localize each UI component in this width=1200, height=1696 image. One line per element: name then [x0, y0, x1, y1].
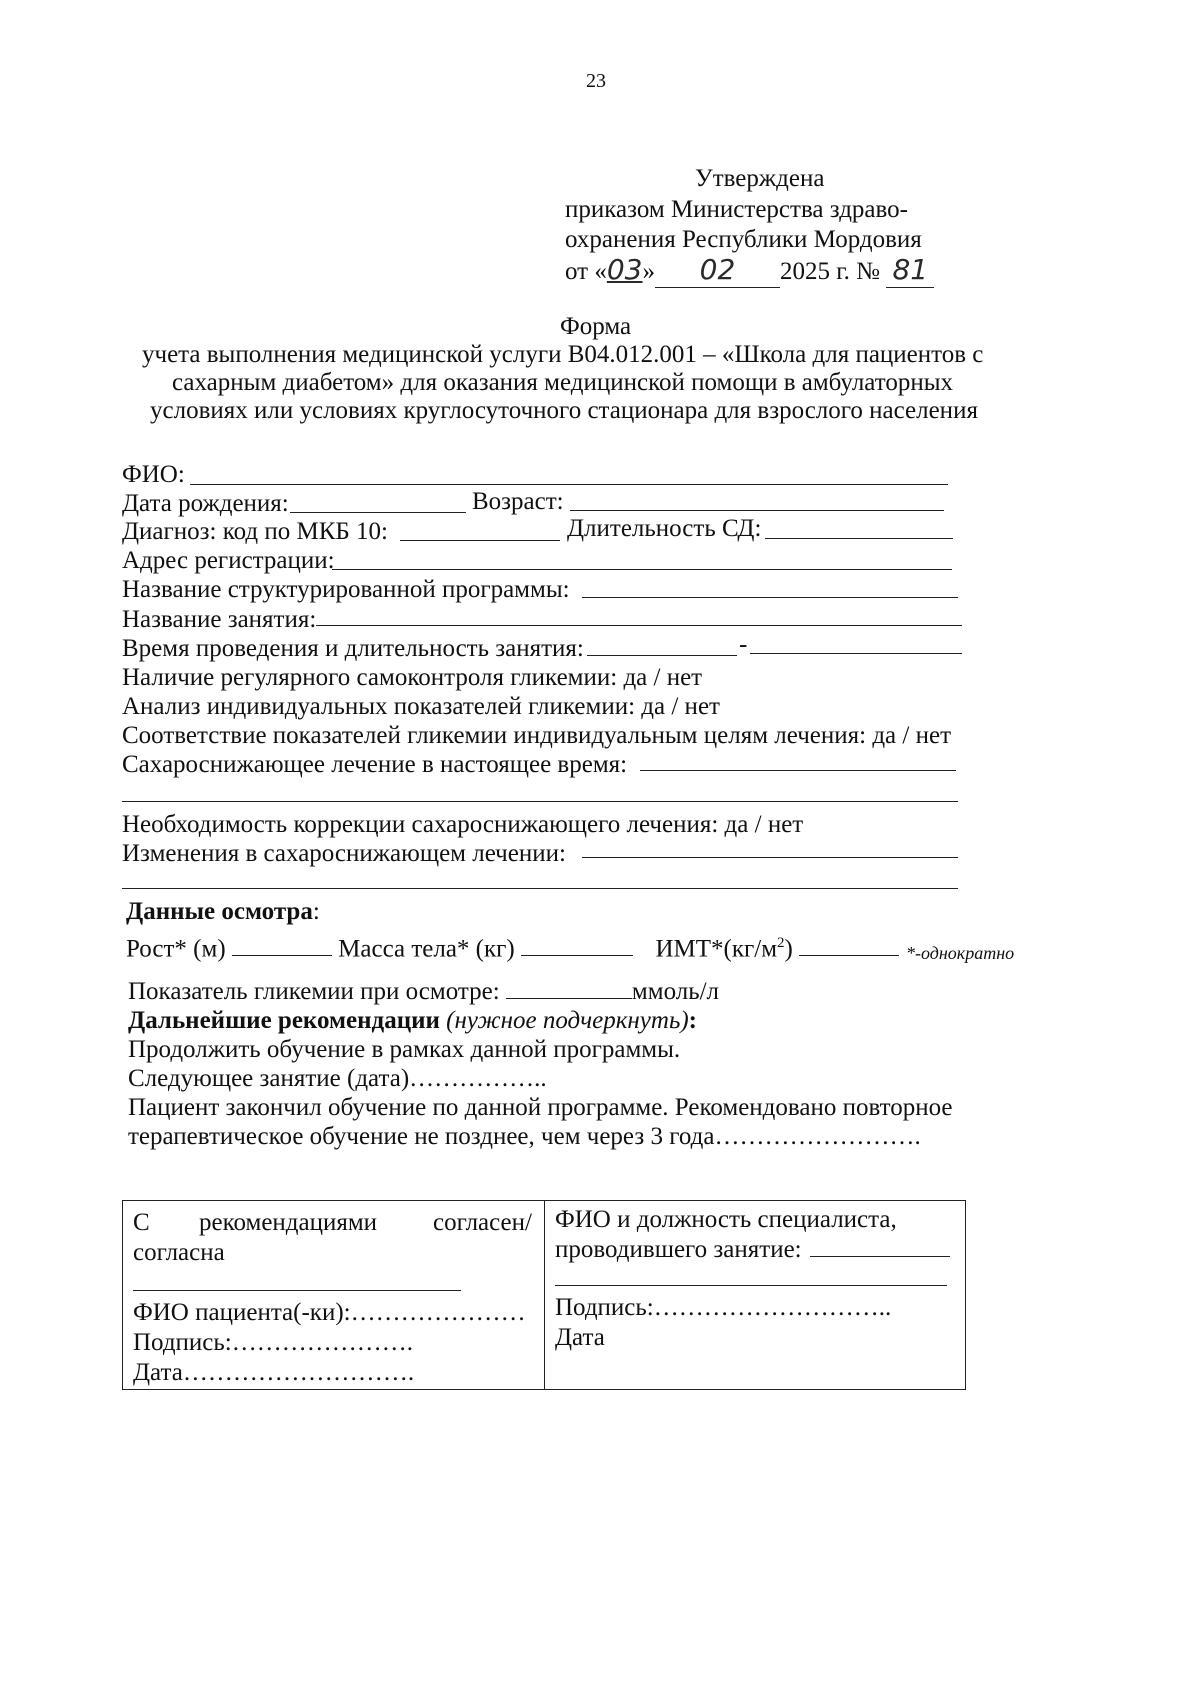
weight-label: Масса тела* (кг)	[338, 935, 515, 963]
self-control-line: Наличие регулярного самоконтроля гликемии: да / нет	[122, 664, 703, 691]
bmi-label: ИМТ*(кг/м	[655, 935, 778, 963]
program-label: Название структурированной программы:	[122, 576, 570, 603]
specialist-name-field-2[interactable]	[555, 1285, 947, 1286]
address-label: Адрес регистрации:	[122, 547, 335, 574]
lesson-label: Название занятия:	[122, 606, 317, 633]
form-title-line-1: учета выполнения медицинской услуги В04.012.001 – «Школа для пациентов с	[142, 341, 984, 368]
page-number: 23	[586, 70, 606, 92]
patient-agreement-line-1	[133, 1208, 533, 1238]
duration-sd-label: Длительность СД:	[567, 515, 762, 542]
exam-heading-colon: :	[312, 898, 320, 925]
height-label: Рост* (м)	[126, 935, 226, 963]
form-title-line-3: условиях или условиях круглосуточного стационара для взрослого населения	[150, 397, 978, 424]
form-heading: Форма	[560, 313, 632, 340]
approval-year: 2025 г. №	[780, 258, 881, 285]
approval-title: Утверждена	[695, 165, 825, 192]
exam-measures-line	[126, 928, 899, 964]
current-treatment-field[interactable]	[640, 770, 956, 771]
diagnosis-code-field[interactable]	[400, 540, 560, 541]
recommendations-heading-text: Дальнейшие рекомендации	[128, 1007, 440, 1034]
specialist-signature-field: Подпись:………………………..	[555, 1294, 892, 1321]
glycemia-field[interactable]	[506, 976, 632, 999]
exam-heading-text: Данные осмотра	[126, 898, 313, 925]
signature-table-divider	[544, 1200, 545, 1390]
recommendations-colon: :	[688, 1007, 697, 1034]
patient-signature-field: Подпись:………………….	[133, 1329, 414, 1356]
approval-date-line	[565, 255, 934, 288]
glycemia-line	[128, 976, 719, 1007]
fio-field[interactable]	[190, 484, 948, 485]
specialist-date-label: Дата	[555, 1324, 605, 1351]
height-field[interactable]	[232, 933, 332, 956]
agreement-word-3: согласен/	[433, 1209, 532, 1236]
recommendation-next-lesson: Следующее занятие (дата)……………..	[128, 1065, 547, 1092]
birth-date-label: Дата рождения:	[122, 490, 289, 517]
changes-field-2[interactable]	[122, 888, 958, 889]
time-label: Время проведения и длительность занятия:	[122, 635, 584, 662]
compliance-line: Соответствие показателей гликемии индивидуальным целям лечения: да / нет	[122, 722, 952, 749]
specialist-name-field[interactable]	[810, 1256, 950, 1257]
approval-from-label: от «	[565, 258, 607, 285]
recommendations-heading	[128, 1006, 697, 1036]
weight-field[interactable]	[521, 933, 633, 956]
specialist-title-line-1: ФИО и должность специалиста,	[555, 1206, 897, 1233]
current-treatment-label: Сахароснижающее лечение в настоящее время:	[122, 751, 628, 778]
approval-day: 03	[606, 253, 643, 286]
current-treatment-field-2[interactable]	[122, 801, 958, 802]
glycemia-unit: ммоль/л	[631, 978, 720, 1005]
approval-month: 02	[699, 253, 736, 286]
form-title-line-2: сахарным диабетом» для оказания медицинской помощи в амбулаторных	[172, 369, 954, 396]
time-start-field[interactable]	[587, 655, 737, 656]
time-dash: -	[739, 631, 748, 658]
recommendation-continue: Продолжить обучение в рамках данной программы.	[128, 1036, 681, 1063]
bmi-field[interactable]	[799, 933, 899, 956]
one-time-footnote: *-однократно	[906, 943, 1015, 963]
approval-ministry-line: охранения Республики Мордовия	[565, 226, 922, 253]
patient-agreement-line-2: согласна	[133, 1239, 225, 1266]
age-label: Возраст:	[472, 488, 564, 515]
recommendation-finished-line-1: Пациент закончил обучение по данной программе. Рекомендовано повторное	[128, 1094, 953, 1121]
agreement-word-1: С	[133, 1209, 150, 1236]
diagnosis-label: Диагноз: код по МКБ 10:	[122, 518, 388, 545]
recommendations-hint: (нужное подчеркнуть)	[446, 1007, 689, 1034]
agreement-word-2: рекомендациями	[199, 1209, 378, 1236]
birth-date-field[interactable]	[290, 512, 466, 513]
fio-label: ФИО:	[122, 461, 185, 488]
bmi-superscript: 2	[777, 935, 785, 951]
glycemia-label: Показатель гликемии при осмотре:	[128, 978, 500, 1005]
time-duration-field[interactable]	[750, 653, 962, 654]
analysis-line: Анализ индивидуальных показателей гликемии: да / нет	[122, 693, 720, 720]
recommendation-finished-line-2: терапевтическое обучение не позднее, чем через 3 года…………………….	[128, 1123, 921, 1150]
patient-agreement-signature-field[interactable]	[133, 1290, 461, 1291]
approval-number: 81	[892, 253, 929, 286]
lesson-field[interactable]	[316, 625, 962, 626]
approval-order-line: приказом Министерства здраво-	[565, 196, 908, 223]
changes-field[interactable]	[582, 857, 958, 858]
specialist-title-line-2: проводившего занятие:	[555, 1236, 802, 1263]
exam-heading	[126, 897, 320, 927]
changes-label: Изменения в сахароснижающем лечении:	[122, 840, 566, 867]
duration-sd-field[interactable]	[765, 538, 953, 539]
bmi-close: )	[784, 935, 793, 963]
correction-needed-line: Необходимость коррекции сахароснижающего лечения: да / нет	[122, 811, 804, 838]
program-field[interactable]	[582, 597, 958, 598]
approval-close-quote: »	[642, 258, 655, 285]
age-field[interactable]	[570, 510, 944, 511]
address-field[interactable]	[332, 569, 952, 570]
patient-name-field: ФИО пациента(-ки):…………………	[133, 1299, 526, 1326]
patient-date-field: Дата……………………….	[133, 1359, 415, 1386]
